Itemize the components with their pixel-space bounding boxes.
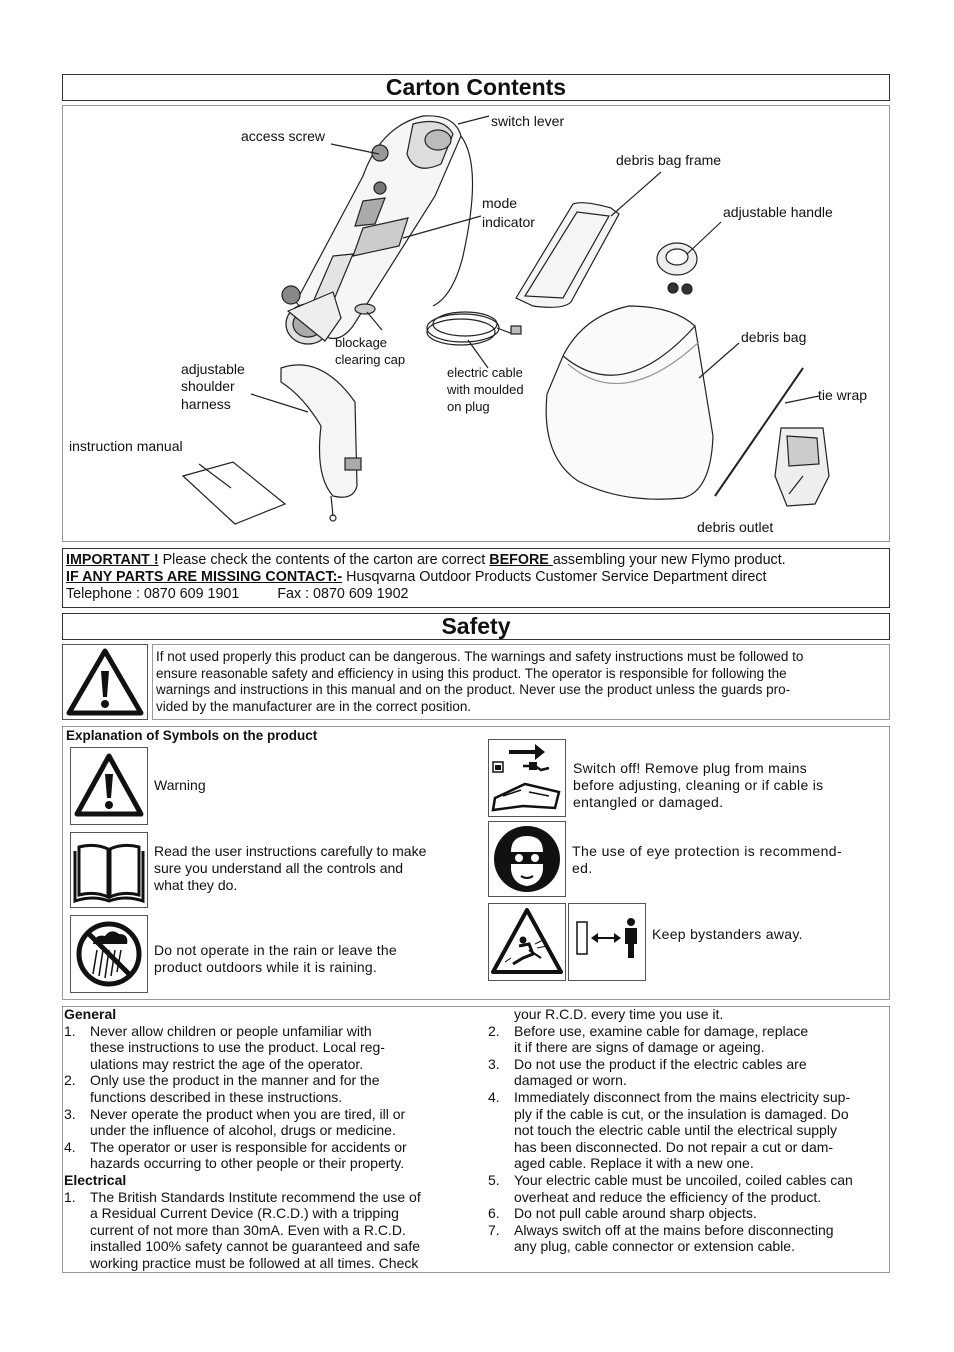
symbols-heading: Explanation of Symbols on the product: [66, 728, 318, 743]
label-switch-lever: switch lever: [491, 113, 565, 129]
missing-parts-lead: IF ANY PARTS ARE MISSING CONTACT:-: [66, 568, 343, 585]
symbol-switch-off-line: before adjusting, cleaning or if cable is: [573, 776, 824, 793]
symbol-read-text: [154, 843, 426, 893]
label-instruction-manual: instruction manual: [69, 438, 183, 454]
electrical-item: 6. Do not pull cable around sharp objects.: [488, 1205, 757, 1222]
symbol-read-line: sure you understand all the controls and: [154, 859, 404, 876]
label-mode-indicator-1: mode: [482, 195, 518, 211]
electrical-heading: Electrical: [64, 1171, 127, 1188]
symbol-rain-line: product outdoors while it is raining.: [154, 958, 377, 975]
symbol-warning-box: [70, 747, 148, 825]
bystander-hazard-icon: [489, 904, 565, 980]
electrical-item: 3. Do not use the product if the electric cables are damaged or worn.: [488, 1055, 807, 1089]
important-line-1: [66, 552, 889, 569]
safety-intro-line: ensure reasonable safety and efficiency in using this product. The operator is responsible for following the: [156, 665, 787, 681]
general-item: 3. Never operate the product when you are tired, ill or under the influence of alcohol, drugs or medicine.: [64, 1105, 406, 1139]
symbol-warning-text: Warning: [154, 777, 206, 793]
general-item: 2. Only use the product in the manner and for the functions described in these instructions.: [64, 1072, 380, 1105]
general-heading: General: [64, 1006, 117, 1022]
label-debris-bag-frame: debris bag frame: [616, 152, 722, 168]
carton-title: Carton Contents: [385, 74, 567, 100]
telephone: Telephone : 0870 609 1901: [66, 585, 240, 602]
symbol-eye-line: ed.: [572, 859, 593, 876]
label-blockage-cap-1: blockage: [335, 335, 388, 350]
symbol-hazard-box: [488, 903, 566, 981]
symbol-read-line: what they do.: [154, 876, 238, 893]
label-debris-bag: debris bag: [741, 329, 807, 345]
label-harness-1: adjustable: [181, 361, 245, 377]
safety-intro-line: If not used properly this product can be dangerous. The warnings and safety instructions must be followed to: [156, 649, 804, 664]
symbol-eye-line: The use of eye protection is recommend-: [572, 843, 843, 859]
label-harness-3: harness: [181, 396, 231, 412]
no-rain-icon: [71, 916, 147, 992]
symbol-rain-text: [154, 942, 397, 976]
symbol-bystanders-text: Keep bystanders away.: [652, 926, 803, 942]
symbol-switch-off-line: entangled or damaged.: [573, 793, 724, 810]
important-line-2: [66, 569, 889, 586]
electrical-item: 4. Immediately disconnect from the mains electricity sup- ply if the cable is cut, or the insulation is damaged. Do not touch the electric cable until the electrical supply has been disconnected. Do not repair a cut or dam- aged cable. Replace it with a new one.: [488, 1088, 851, 1172]
carton-title-box: [62, 74, 890, 101]
label-cable-2: with moulded: [447, 382, 524, 397]
warning-triangle-icon: [63, 645, 147, 719]
symbol-eye-text: [572, 843, 842, 877]
safety-intro: [152, 644, 890, 720]
label-cable-3: on plug: [447, 399, 490, 414]
important-lead: IMPORTANT !: [66, 552, 159, 568]
contact-text: Husqvarna Outdoor Products Customer Service Department direct: [342, 568, 767, 585]
carton-illustration-panel: [62, 105, 890, 542]
symbols-panel: [62, 726, 890, 1000]
label-blockage-cap-2: clearing cap: [335, 352, 406, 367]
label-debris-outlet: debris outlet: [697, 519, 774, 535]
symbol-read-line: Read the user instructions carefully to make: [154, 843, 427, 859]
label-mode-indicator-2: indicator: [482, 214, 535, 230]
symbol-read-box: [70, 832, 148, 908]
safety-intro-line: vided by the manufacturer are in the correct position.: [156, 698, 472, 714]
symbol-switch-off-box: [488, 739, 566, 817]
label-cable-1: electric cable: [447, 365, 523, 380]
symbol-rain-line: Do not operate in the rain or leave the: [154, 942, 397, 958]
eye-protection-icon: [489, 822, 565, 896]
book-icon: [71, 833, 147, 907]
electrical-item: 7. Always switch off at the mains before disconnecting any plug, cable connector or extension cable.: [488, 1221, 834, 1255]
safety-warning-icon-box: [62, 644, 148, 720]
symbol-rain-box: [70, 915, 148, 993]
important-notice: [62, 548, 890, 608]
symbol-eye-box: [488, 821, 566, 897]
label-harness-2: shoulder: [181, 378, 235, 394]
important-line-3: [66, 586, 889, 603]
symbol-switch-off-text: [573, 760, 823, 810]
general-item: 4. The operator or user is responsible for accidents or hazards occurring to other people or their property.: [64, 1138, 407, 1172]
safety-title: Safety: [441, 613, 511, 639]
electrical-item: 1. The British Standards Institute recommend the use of a Residual Current Device (R.C.D.) with a tripping current of not more than 30mA. Even with a R.C.D. installed 100% safety cannot be guaranteed and safe working practice must be followed at all times. Check: [64, 1188, 421, 1271]
symbol-distance-box: [568, 903, 646, 981]
switch-off-plug-icon: [489, 740, 565, 816]
rules-left-column: [64, 1006, 468, 1272]
general-item: 1. Never allow children or people unfamiliar with these instructions to use the product. Local reg- ulations may restrict the age of the operator.: [64, 1022, 385, 1072]
electrical-continuation: your R.C.D. every time you use it.: [514, 1006, 724, 1022]
safety-title-box: [62, 613, 890, 640]
fax: Fax : 0870 609 1902: [277, 585, 409, 602]
rules-right-column: [488, 1006, 888, 1255]
label-tie-wrap: tie wrap: [818, 387, 868, 403]
important-text-2: assembling your new Flymo product.: [552, 552, 786, 568]
keep-distance-icon: [569, 904, 645, 980]
symbol-switch-off-line: Switch off! Remove plug from mains: [573, 760, 808, 776]
electrical-item: 5. Your electric cable must be uncoiled, coiled cables can overheat and reduce the efficiency of the product.: [488, 1171, 853, 1205]
label-access-screw: access screw: [241, 128, 326, 144]
electrical-item: 2. Before use, examine cable for damage, replace it if there are signs of damage or ageing.: [488, 1022, 809, 1056]
warning-triangle-icon: [71, 748, 147, 824]
label-adjustable-handle: adjustable handle: [723, 204, 833, 220]
carton-illustration: [63, 106, 889, 541]
important-text-1: Please check the contents of the carton are correct: [158, 552, 490, 568]
safety-intro-line: warnings and instructions in this manual and on the product. Never use the product unless the guards pro-: [156, 682, 791, 697]
important-before: BEFORE: [489, 552, 553, 568]
